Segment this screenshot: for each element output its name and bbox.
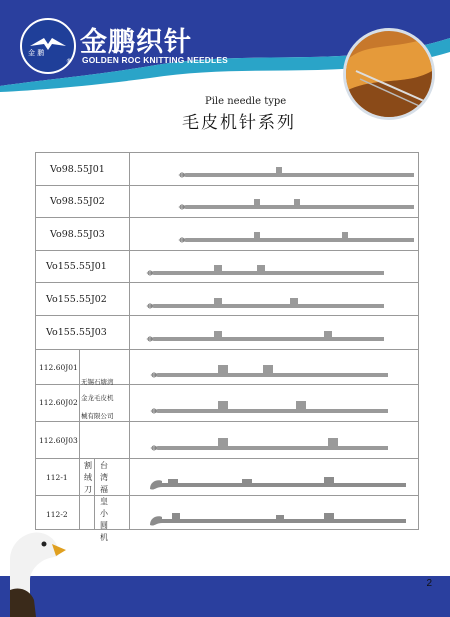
needle-drawing bbox=[148, 395, 393, 417]
needle-drawing bbox=[148, 359, 393, 381]
needle-code: 112.60J02 bbox=[39, 398, 78, 407]
maker-note: 无锡石塘湾 bbox=[81, 378, 114, 386]
needle-code: Vo155.55J01 bbox=[46, 261, 107, 272]
needle-code: Vo98.55J02 bbox=[50, 196, 105, 207]
machine-label: 台湾福皇小圆机 bbox=[100, 461, 108, 542]
brand-name-cn: 金鹏织针 bbox=[80, 27, 192, 58]
column-divider bbox=[94, 458, 95, 529]
needle-drawing bbox=[176, 226, 416, 246]
registered-mark: ® bbox=[66, 58, 72, 65]
knife-label: 割绒刀 bbox=[84, 461, 92, 494]
title-english: Pile needle type bbox=[205, 96, 287, 107]
needle-drawing bbox=[144, 290, 389, 312]
needle-drawing bbox=[176, 193, 416, 213]
needle-code: Vo155.55J02 bbox=[46, 294, 107, 305]
needle-code: 112-2 bbox=[46, 510, 68, 519]
column-divider bbox=[79, 458, 80, 529]
needle-drawing bbox=[144, 257, 389, 279]
brand-name-en: GOLDEN ROC KNITTING NEEDLES bbox=[82, 55, 228, 65]
needle-code: 112-1 bbox=[46, 473, 68, 482]
needle-drawing bbox=[148, 432, 393, 454]
page-number: 2 bbox=[426, 578, 432, 589]
needle-code: Vo98.55J03 bbox=[50, 229, 105, 240]
knife-drawing bbox=[148, 471, 410, 495]
needle-code: Vo98.55J01 bbox=[50, 164, 105, 175]
column-divider bbox=[79, 349, 80, 458]
maker-note: 械有限公司 bbox=[81, 412, 114, 420]
needle-table bbox=[35, 152, 419, 542]
eagle-illustration bbox=[0, 520, 70, 617]
logo-badge bbox=[20, 18, 76, 74]
column-divider bbox=[129, 153, 130, 529]
title-chinese: 毛皮机针系列 bbox=[182, 113, 296, 133]
fabric-photo bbox=[343, 28, 435, 120]
maker-note: 金龙毛皮机 bbox=[81, 394, 114, 402]
badge-cn-text: 金 鹏 bbox=[28, 49, 45, 57]
needle-code: 112.60J03 bbox=[39, 436, 78, 445]
needle-drawing bbox=[176, 161, 416, 181]
needle-code: Vo155.55J03 bbox=[46, 327, 107, 338]
knife-drawing bbox=[148, 507, 410, 531]
needle-code: 112.60J01 bbox=[39, 363, 78, 372]
needle-drawing bbox=[144, 323, 389, 345]
